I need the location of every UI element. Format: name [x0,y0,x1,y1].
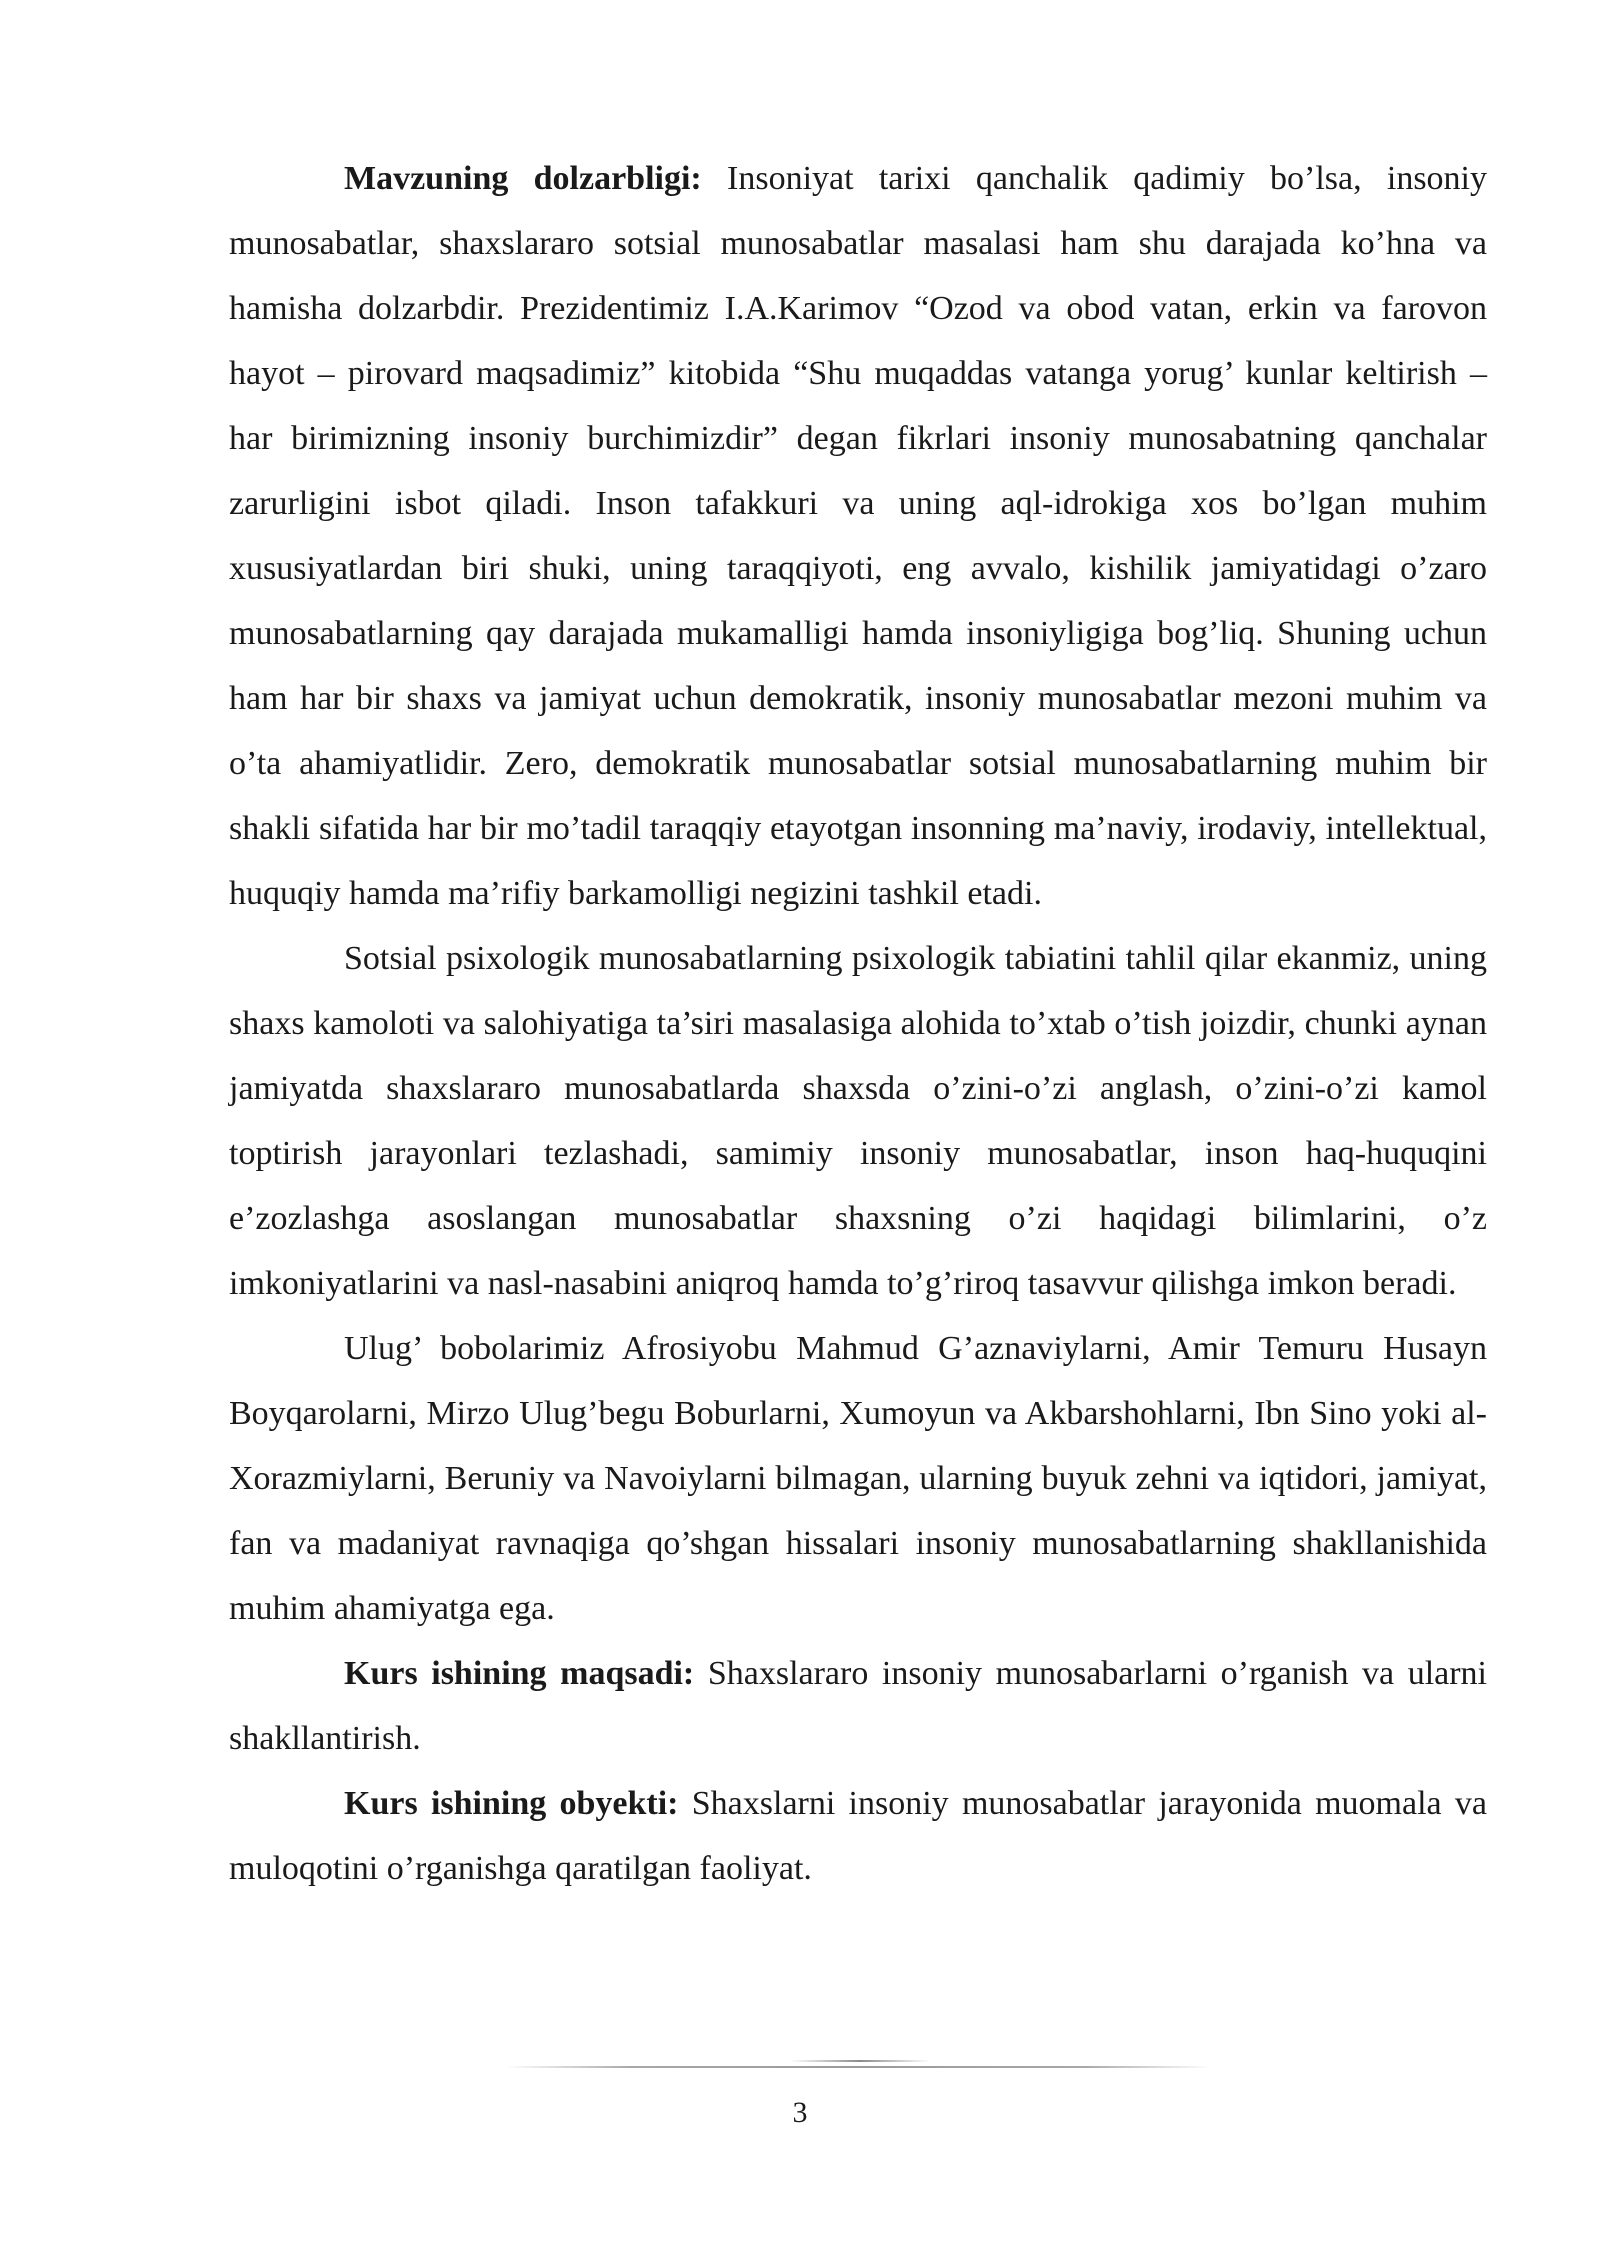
paragraph-lead: Kurs ishining obyekti: [344,1785,679,1822]
footer-divider [505,2066,1211,2068]
paragraph-text: Ulug’ bobolarimiz Afrosiyobu Mahmud G’aznaviylarni, Amir Temuru Husayn Boyqarolarni, Mirzo Ulug’begu Boburlarni, Xumoyun va Akbarshohlarni, Ibn Sino yoki al-Xorazmiylarni, Beruniy va Navoiylarni bilmagan, ularning buyuk zehni va iqtidori, jamiyat, fan va madaniyat ravnaqiga qo’shgan hissalari insoniy munosabatlarning shakllanishida muhim ahamiyatga ega. [229,1330,1487,1627]
paragraph-relevance [229,146,1487,926]
paragraph-course-goal [229,1641,1487,1771]
paragraph-text: Insoniyat tarixi qanchalik qadimiy bo’lsa, insoniy munosabatlar, shaxslararo sotsial munosabatlar masalasi ham shu darajada ko’hna va hamisha dolzarbdir. Prezidentimiz I.A.Karimov “Ozod va obod vatan, erkin va farovon hayot – pirovard maqsadimiz” kitobida “Shu muqaddas vatanga yorug’ kunlar keltirish – har birimizning insoniy burchimizdir” degan fikrlari insoniy munosabatning qanchalar zarurligini isbot qiladi. Inson tafakkuri va uning aql-idrokiga xos bo’lgan muhim xususiyatlardan biri shuki, uning taraqqiyoti, eng avvalo, kishilik jamiyatidagi o’zaro munosabatlarning qay darajada mukamalligi hamda insoniyligiga bog’liq. Shuning uchun ham har bir shaxs va jamiyat uchun demokratik, insoniy munosabatlar mezoni muhim va o’ta ahamiyatlidir. Zero, demokratik munosabatlar sotsial munosabatlarning muhim bir shakli sifatida har bir mo’tadil taraqqiy etayotgan insonning ma’naviy, irodaviy, intellektual, huquqiy hamda ma’rifiy barkamolligi negizini tashkil etadi. [229,160,1487,912]
footer-rule-accent [790,2060,930,2062]
document-body [229,146,1487,1901]
paragraph-text: Shaxslarni insoniy munosabatlar jarayonida muomala va muloqotini o’rganishga qaratilgan faoliyat. [229,1785,1487,1887]
page-number: 3 [792,2096,808,2129]
paragraph-course-object [229,1771,1487,1901]
paragraph-lead: Mavzuning dolzarbligi: [344,160,702,197]
paragraph-lead: Kurs ishining maqsadi: [344,1655,695,1692]
paragraph-text: Shaxslararo insoniy munosabarlarni o’rganish va ularni shakllantirish. [229,1655,1487,1757]
paragraph-ancestors [229,1316,1487,1641]
paragraph-text: Sotsial psixologik munosabatlarning psixologik tabiatini tahlil qilar ekanmiz, uning shaxs kamoloti va salohiyatiga ta’siri masalasiga alohida to’xtab o’tish joizdir, chunki aynan jamiyatda shaxslararo munosabatlarda shaxsda o’zini-o’zi anglash, o’zini-o’zi kamol toptirish jarayonlari tezlashadi, samimiy insoniy munosabatlar, inson haq-huquqini e’zozlashga asoslangan munosabatlar shaxsning o’zi haqidagi bilimlarini, o’z imkoniyatlarini va nasl-nasabini aniqroq hamda to’g’riroq tasavvur qilishga imkon beradi. [229,940,1487,1302]
paragraph-social-psychology [229,926,1487,1316]
